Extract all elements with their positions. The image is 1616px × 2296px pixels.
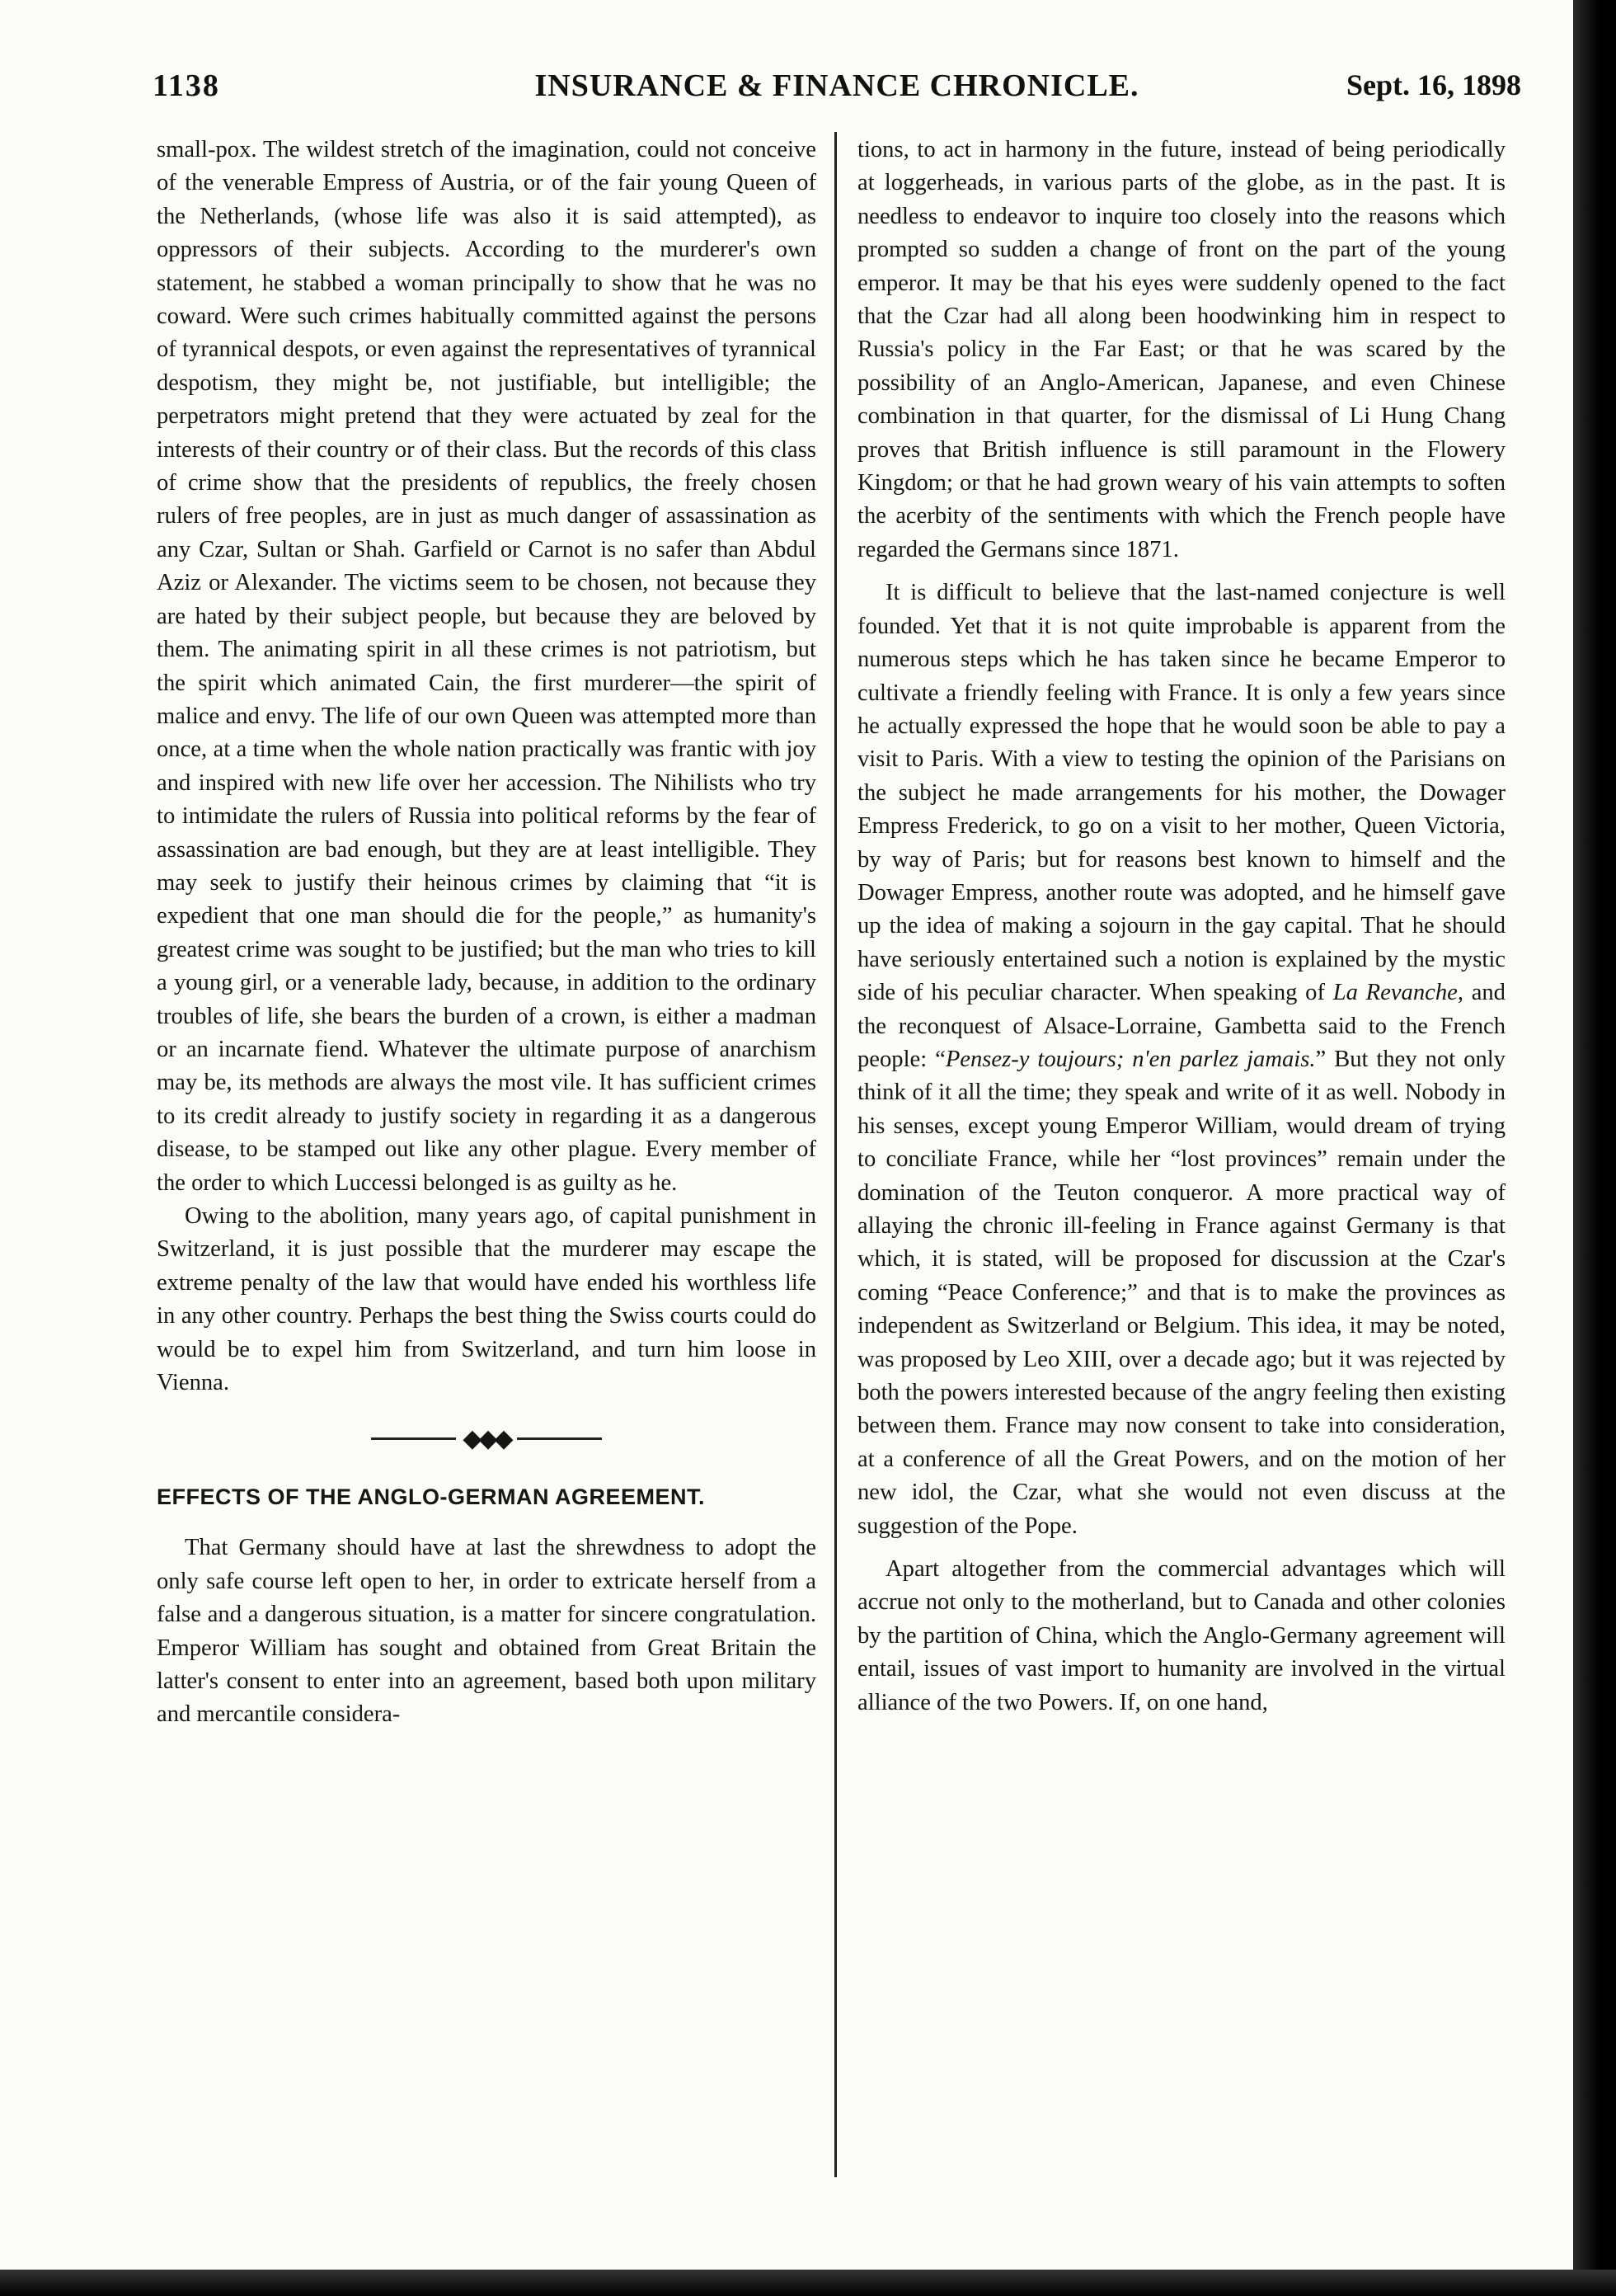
issue-date: Sept. 16, 1898 — [1346, 68, 1521, 101]
page-header — [153, 68, 1521, 117]
paragraph-text: , and the reconquest of Alsace-Lorraine, Gambetta said to the French people: “ — [857, 980, 1506, 1072]
right-column — [857, 134, 1506, 1720]
scan-edge-bottom — [0, 2270, 1616, 2296]
ornament-diamonds-icon: ◆◆◆ — [456, 1425, 516, 1452]
article-paragraph: small-pox. The wildest stretch of the imagination, could not conceive of the venerable Empress of Austria, or of the fair young Queen of the Netherlands, (whose life was also it is said attempted), as oppressors of their subjects. According to the murderer's own statement, he stabbed a woman principally to show that he was no coward. Were such crimes habitually committed against the persons of tyrannical despots, or even against the representatives of tyrannical despotism, they might be, not justifiable, but intelligible; the perpetrators might pretend that they were actuated by zeal for the interests of their country or of their class. But the records of this class of crime show that the presidents of republics, the freely chosen rulers of free peoples, are in just as much danger of assassination as any Czar, Sultan or Shah. Garfield or Carnot is no safer than Abdul Aziz or Alexander. The victims seem to be chosen, not because they are hated by their subject people, but because they are beloved by them. The animating spirit in all these crimes is not patriotism, but the spirit which animated Cain, the first murderer—the spirit of malice and envy. The life of our own Queen was attempted more than once, at a time when the whole nation practically was frantic with joy and inspired with new life over her accession. The Nihilists who try to intimidate the rulers of Russia into political reforms by the fear of assassination are bad enough, but they are at least intelligible. They may seek to justify their heinous crimes by claiming that “it is expedient that one man should die for the people,” as humanity's greatest crime was sought to be justified; but the man who tries to kill a young girl, or a venerable lady, because, in addition to the ordinary troubles of life, she bears the burden of a crown, is either a madman or an incarnate fiend. Whatever the ultimate purpose of anarchism may be, its methods are always the most vile. It has sufficient crimes to its credit already to justify society in regarding it as a dangerous disease, to be stamped out like any other plague. Every member of the order to which Luccessi belonged is as guilty as he. — [157, 137, 816, 1196]
article-paragraph — [857, 576, 1506, 1543]
article-paragraph: Apart altogether from the commercial advantages which will accrue not only to the motherland, but to Canada and other colonies by the partition of China, which the Anglo-Germany agreement will entail, issues of vast import to humanity are involved in the virtual alliance of the two Powers. If, on one hand, — [857, 1556, 1506, 1715]
paragraph-text: ” But they not only think of it all the time; they speak and write of it as well. Nobody in his senses, except young Emperor William, would dream of trying to conciliate France, while her “lost provinces” remain under the domination of the Teuton conqueror. A more practical way of allaying the chronic ill-feeling in France against Germany is that which, it is stated, will be proposed for discussion at the Czar's coming “Peace Conference;” and that is to make the provinces as independent as Switzerland or Belgium. This idea, it may be noted, was proposed by Leo XIII, over a decade ago; but it was rejected by both the powers interested because of the angry feeling then existing between them. France may now consent to take into consideration, at a conference of all the Great Powers, and on the motion of her new idol, the Czar, what she would not even discuss at the suggestion of the Pope. — [857, 1046, 1506, 1539]
italic-phrase: La Revanche — [1332, 980, 1458, 1006]
column-divider — [834, 132, 837, 2177]
page-number: 1138 — [153, 68, 220, 103]
article-paragraph: tions, to act in harmony in the future, instead of being periodically at loggerheads, in various parts of the globe, as in the past. It is needless to endeavor to inquire too closely into the reasons which prompted so sudden a change of front on the part of the young emperor. It may be that his eyes were suddenly opened to the fact that the Czar had all along been hoodwinking him in respect to Russia's policy in the Far East; or that he was scared by the possibility of an Anglo-American, Japanese, and even Chinese combination in that quarter, for the dismissal of Li Hung Chang proves that British influence is still paramount in the Flowery Kingdom; or that he had grown weary of his vain attempts to soften the acerbity of the sentiments with which the French people have regarded the Germans since 1871. — [857, 137, 1506, 562]
left-column — [157, 134, 816, 1732]
article-paragraph: Owing to the abolition, many years ago, of capital punishment in Switzerland, it is just possible that the murderer may escape the extreme penalty of the law that would have ended his worthless life in any other country. Perhaps the best thing the Swiss courts could do would be to expel him from Switzerland, and turn him loose in Vienna. — [157, 1203, 816, 1396]
article-paragraph: That Germany should have at last the shrewdness to adopt the only safe course left open to her, in order to extricate herself from a false and a dangerous situation, is a matter for sincere congratulation. Emperor William has sought and obtained from Great Britain the latter's consent to enter into an agreement, based both upon military and mercantile considera- — [157, 1535, 816, 1728]
publication-title: INSURANCE & FINANCE CHRONICLE. — [534, 68, 1139, 103]
scan-edge-right — [1573, 0, 1616, 2296]
section-ornament — [157, 1414, 816, 1464]
paragraph-text: It is difficult to believe that the last-named conjecture is well founded. Yet that it is not quite improbable is apparent from the numerous steps which he has taken since he became Emperor to cultivate a friendly feeling with France. It is only a few years since he actually expressed the hope that he would soon be able to pay a visit to Paris. With a view to testing the opinion of the Parisians on the subject he made arrangements for his mother, the Dowager Empress Frederick, to go on a visit to her mother, Queen Victoria, by way of Paris; but for reasons best known to himself and the Dowager Empress, another route was adopted, and he himself gave up the idea of making a sojourn in the gay capital. That he should have seriously entertained such a notion is explained by the mystic side of his peculiar character. When speaking of — [857, 580, 1506, 1006]
italic-quote: Pensez-y toujours; n'en parlez jamais. — [945, 1046, 1316, 1072]
section-heading: EFFECTS OF THE ANGLO-GERMAN AGREEMENT. — [157, 1484, 705, 1510]
